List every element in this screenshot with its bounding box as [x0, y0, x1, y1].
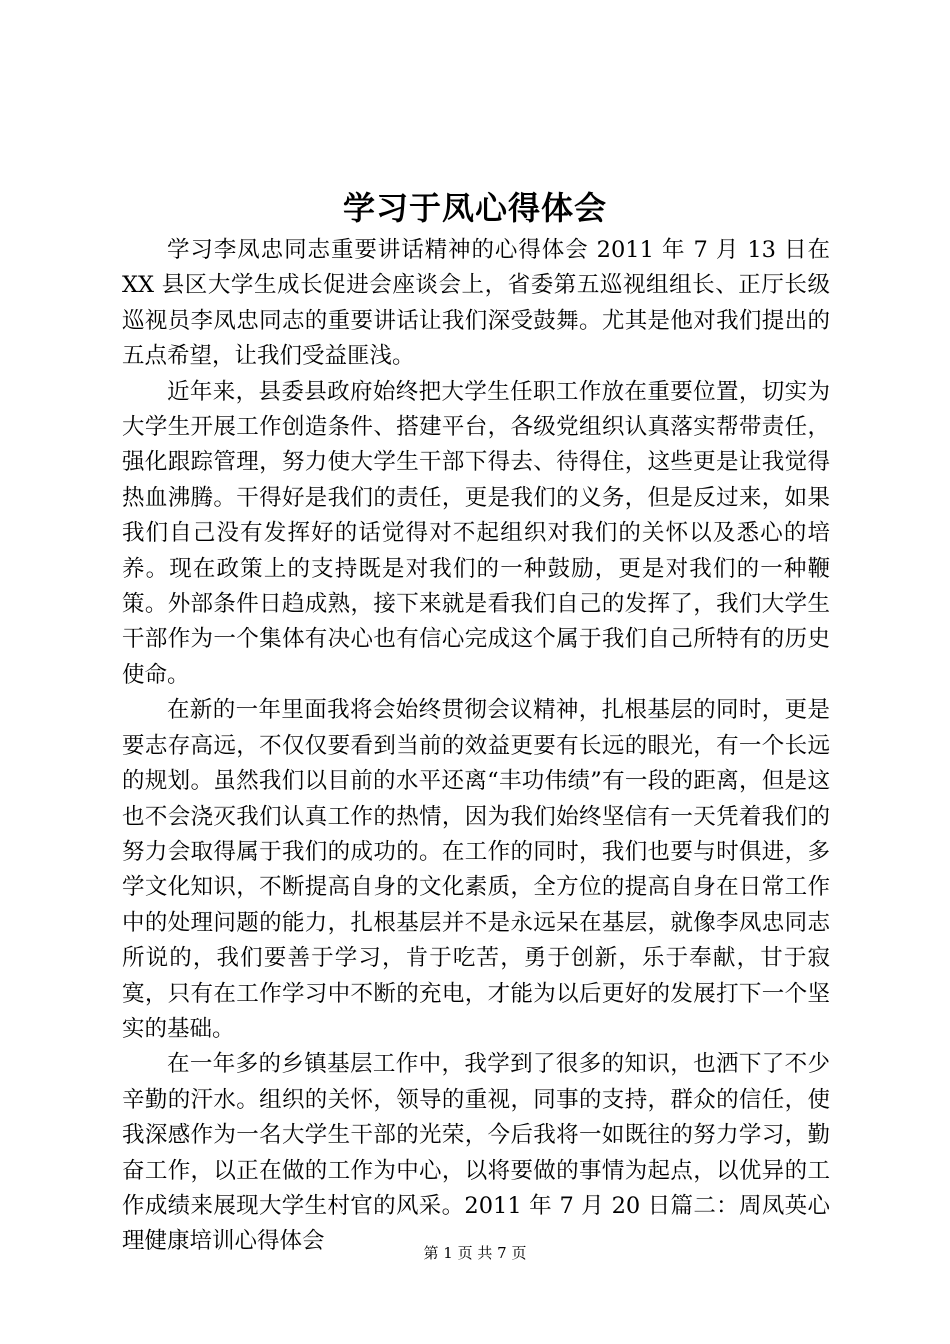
page-footer: 第 1 页 共 7 页: [423, 1244, 527, 1262]
paragraph-1: 学习李凤忠同志重要讲话精神的心得体会 2011 年 7 月 13 日在 XX 县区大学生成长促进会座谈会上，省委第五巡视组组长、正厅长级巡视员李凤忠同志的重要讲话让我们深受鼓舞。尤其是他对我们提出的五点希望，让我们受益匪浅。: [122, 237, 830, 370]
document-body: [122, 233, 830, 1260]
paragraph-4: 在一年多的乡镇基层工作中，我学到了很多的知识，也洒下了不少辛勤的汗水。组织的关怀，领导的重视，同事的支持，群众的信任，使我深感作为一名大学生干部的光荣，今后我将一如既往的努力学习，勤奋工作，以正在做的工作为中心，以将要做的事情为起点，以优异的工作成绩来展现大学生村官的风采。2011 年 7 月 20 日篇二：周凤英心理健康培训心得体会: [122, 1051, 830, 1255]
paragraph-3: 在新的一年里面我将会始终贯彻会议精神，扎根基层的同时，更是要志存高远，不仅仅要看到当前的效益更要有长远的眼光，有一个长远的规划。虽然我们以目前的水平还离“丰功伟绩”有一段的距离，但是这也不会浇灭我们认真工作的热情，因为我们始终坚信有一天凭着我们的努力会取得属于我们的成功的。在工作的同时，我们也要与时俱进，多学文化知识，不断提高自身的文化素质，全方位的提高自身在日常工作中的处理问题的能力，扎根基层并不是永远呆在基层，就像李凤忠同志所说的，我们要善于学习，肯于吃苦，勇于创新，乐于奉献，甘于寂寞，只有在工作学习中不断的充电，才能为以后更好的发展打下一个坚实的基础。: [122, 697, 830, 1042]
paragraph-2: 近年来，县委县政府始终把大学生任职工作放在重要位置，切实为大学生开展工作创造条件、搭建平台，各级党组织认真落实帮带责任，强化跟踪管理，努力使大学生干部下得去、待得住，这些更是让我觉得热血沸腾。干得好是我们的责任，更是我们的义务，但是反过来，如果我们自己没有发挥好的话觉得对不起组织对我们的关怀以及悉心的培养。现在政策上的支持既是对我们的一种鼓励，更是对我们的一种鞭策。外部条件日趋成熟，接下来就是看我们自己的发挥了，我们大学生干部作为一个集体有决心也有信心完成这个属于我们自己所特有的历史使命。: [122, 378, 830, 688]
document-title: 学习于凤心得体会: [342, 189, 607, 227]
